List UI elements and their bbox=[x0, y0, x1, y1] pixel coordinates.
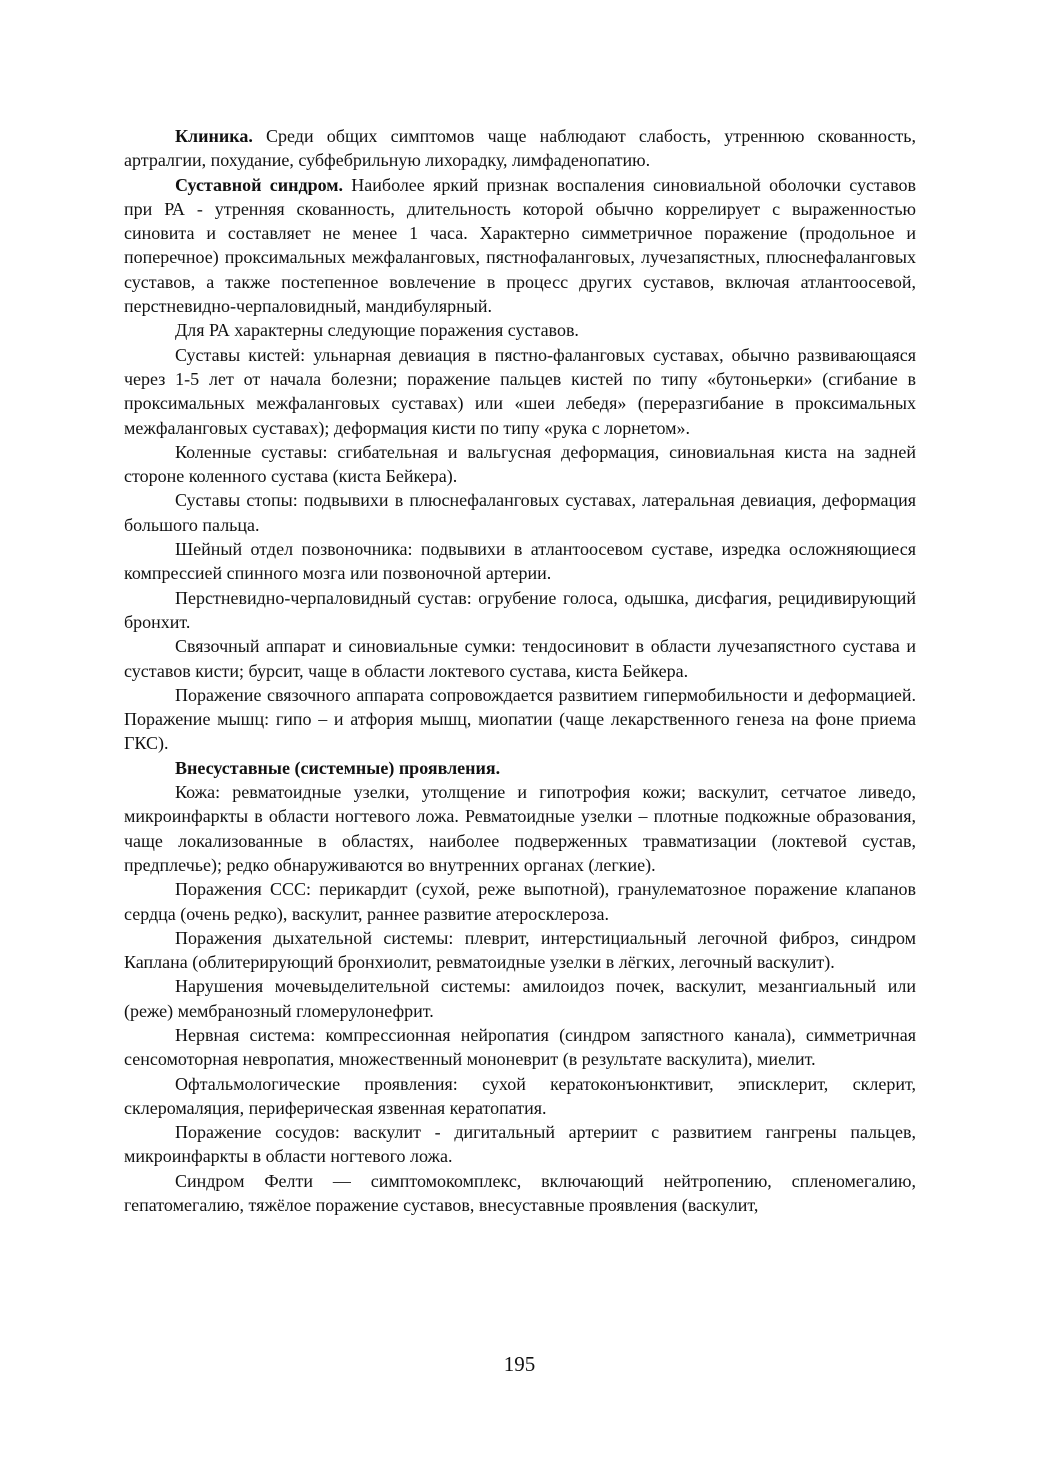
heading-text: Внесуставные (системные) проявления. bbox=[175, 757, 501, 778]
paragraph-text: Шейный отдел позвоночника: подвывихи в атлантоосевом суставе, изредка осложняющиеся компрессией спинного мозга или позвоночной артерии. bbox=[124, 539, 916, 584]
paragraph bbox=[124, 926, 916, 975]
paragraph bbox=[124, 343, 916, 440]
paragraph-text: Поражения ССС: перикардит (сухой, реже выпотной), гранулематозное поражение клапанов сердца (очень редко), васкулит, раннее развитие атеросклероза. bbox=[124, 879, 916, 924]
paragraph bbox=[124, 440, 916, 489]
paragraph bbox=[124, 974, 916, 1023]
paragraph-clinic bbox=[124, 124, 916, 173]
section-heading bbox=[124, 756, 916, 780]
paragraph bbox=[124, 780, 916, 877]
paragraph bbox=[124, 1023, 916, 1072]
page-body bbox=[124, 124, 916, 1217]
paragraph-text: Суставы стопы: подвывихи в плюснефаланговых суставах, латеральная девиация, деформация большого пальца. bbox=[124, 490, 916, 535]
paragraph bbox=[124, 1169, 916, 1218]
paragraph bbox=[124, 634, 916, 683]
paragraph-text: Поражения дыхательной системы: плеврит, интерстициальный легочной фиброз, синдром Каплана (облитерирующий бронхиолит, ревматоидные узелки в лёгких, легочный васкулит). bbox=[124, 927, 916, 973]
paragraph bbox=[124, 318, 916, 342]
paragraph-joint-syndrome bbox=[124, 173, 916, 319]
paragraph-text: Кожа: ревматоидные узелки, утолщение и гипотрофия кожи; васкулит, сетчатое ливедо, микроинфаркты в области ногтевого ложа. Ревматоидные узелки – плотные подкожные образования, чаще локализованные в областях, наиболее подверженных травматизации (локтевой сустав, предплечье); редко обнаруживаются во внутренних органах (легкие). bbox=[124, 782, 916, 875]
paragraph-text: Связочный аппарат и синовиальные сумки: тендосиновит в области лучезапястного сустава и суставов кисти; бурсит, чаще в области локтевого сустава, киста Бейкера. bbox=[124, 636, 916, 681]
paragraph-text: Суставы кистей: ульнарная девиация в пястно-фаланговых суставах, обычно развивающаяся через 1-5 лет от начала болезни; поражение пальцев кистей по типу «бутоньерки» (сгибание в проксимальных межфаланговых суставах) или «шеи лебедя» (переразгибание в проксимальных межфаланговых суставах); деформация кисти по типу «рука с лорнетом». bbox=[124, 344, 916, 438]
paragraph bbox=[124, 488, 916, 537]
paragraph-text: Нервная система: компрессионная нейропатия (синдром запястного канала), симметричная сенсомоторная невропатия, множественный мононеврит (в результате васкулита), миелит. bbox=[124, 1024, 916, 1070]
page-number: 195 bbox=[503, 1352, 536, 1376]
paragraph-lead: Клиника. bbox=[175, 126, 253, 146]
paragraph bbox=[124, 586, 916, 635]
paragraph-text: Перстневидно-черпаловидный сустав: огрубение голоса, одышка, дисфагия, рецидивирующий бронхит. bbox=[124, 587, 916, 632]
paragraph-lead: Суставной синдром. bbox=[175, 174, 344, 195]
paragraph-text: Среди общих симптомов чаще наблюдают слабость, утреннюю скованность, артралгии, похудание, субфебрильную лихорадку, лимфаденопатию. bbox=[124, 126, 916, 171]
paragraph bbox=[124, 683, 916, 756]
paragraph-text: Офтальмологические проявления: сухой кератоконъюнктивит, эписклерит, склерит, склеромаляция, периферическая язвенная кератопатия. bbox=[124, 1073, 916, 1118]
paragraph-text: Поражение сосудов: васкулит - дигитальный артериит с развитием гангрены пальцев, микроинфаркты в области ногтевого ложа. bbox=[124, 1122, 916, 1167]
paragraph bbox=[124, 1072, 916, 1121]
paragraph-text: Наиболее яркий признак воспаления синовиальной оболочки суставов при РА - утренняя скованность, длительность которой обычно коррелирует с выраженностью синовита и составляет не менее 1 часа. Характерно симметричное поражение (продольное и поперечное) проксимальных межфаланговых, пястнофаланговых, лучезапястных, плюснефаланговых суставов, а также постепенное вовлечение в процесс других суставов, включая атлантоосевой, перстневидно-черпаловидный, мандибулярный. bbox=[124, 174, 916, 317]
paragraph-text: Поражение связочного аппарата сопровождается развитием гипермобильности и деформацией. Поражение мышц: гипо – и атфория мышц, миопатии (чаще лекарственного генеза на фоне приема ГКС). bbox=[124, 684, 916, 754]
paragraph-text: Нарушения мочевыделительной системы: амилоидоз почек, васкулит, мезангиальный или (реже) мембранозный гломерулонефрит. bbox=[124, 976, 916, 1021]
paragraph-text: Коленные суставы: сгибательная и вальгусная деформация, синовиальная киста на задней стороне коленного сустава (киста Бейкера). bbox=[124, 441, 916, 487]
paragraph bbox=[124, 877, 916, 926]
paragraph-text: Синдром Фелти — симптомокомплекс, включающий нейтропению, спленомегалию, гепатомегалию, тяжёлое поражение суставов, внесуставные проявления (васкулит, bbox=[124, 1170, 916, 1216]
paragraph bbox=[124, 1120, 916, 1169]
paragraph bbox=[124, 537, 916, 586]
paragraph-text: Для РА характерны следующие поражения суставов. bbox=[175, 320, 579, 341]
